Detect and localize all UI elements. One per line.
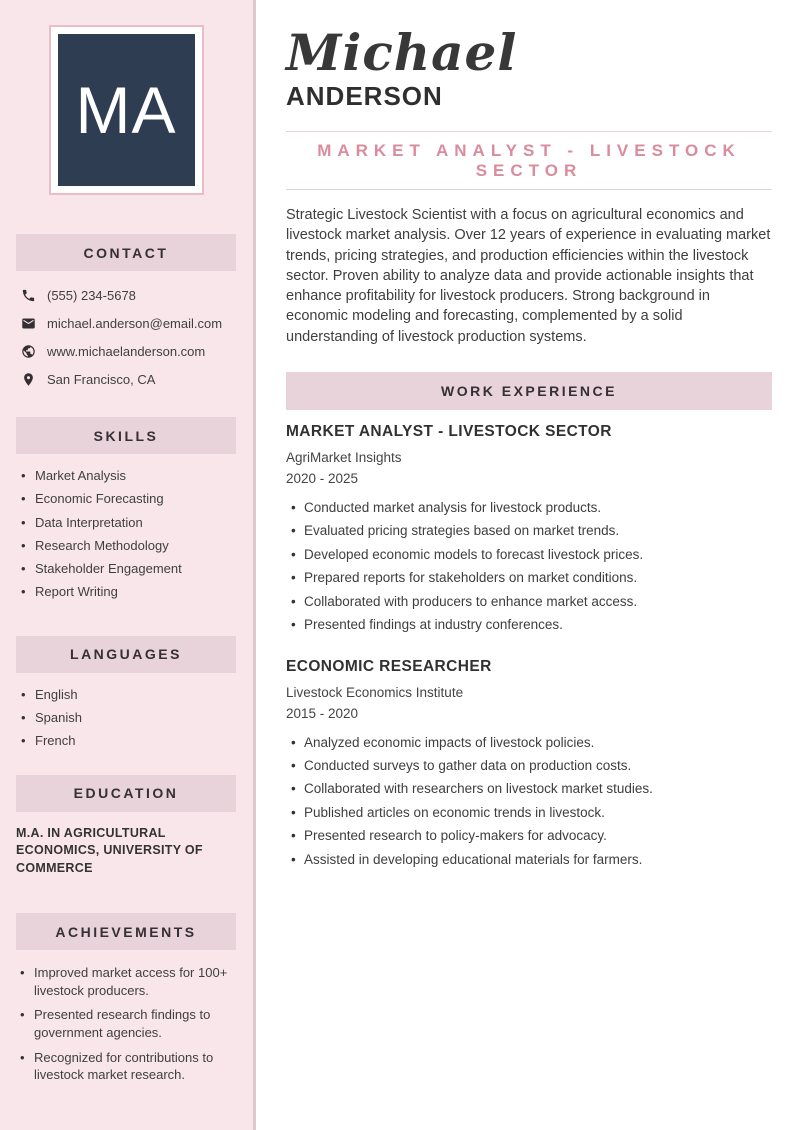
job-company: AgriMarket Insights	[286, 450, 402, 466]
job-dates: 2020 - 2025	[286, 471, 359, 487]
job-bullet: • Collaborated with researchers on livestock market studies.	[286, 777, 772, 800]
contact-list	[16, 281, 236, 393]
location-pin-icon	[21, 372, 36, 387]
skill-item: • Data Interpretation	[16, 511, 236, 534]
job-bullet: • Evaluated pricing strategies based on market trends.	[286, 519, 772, 542]
contact-location-text: San Francisco, CA	[47, 371, 156, 387]
work-experience-header: WORK EXPERIENCE	[286, 372, 772, 410]
avatar-frame	[49, 25, 204, 195]
language-item: • French	[16, 729, 236, 752]
globe-icon	[21, 344, 36, 359]
skill-item: • Market Analysis	[16, 464, 236, 487]
avatar: MA	[58, 34, 195, 186]
skills-section-header: SKILLS	[16, 417, 236, 454]
contact-item-phone	[16, 281, 236, 309]
sidebar	[0, 0, 256, 1130]
job-entry	[286, 658, 772, 871]
achievement-item: • Presented research findings to government agencies.	[16, 1006, 236, 1041]
contact-website-text: www.michaelanderson.com	[47, 343, 206, 359]
language-item: • Spanish	[16, 706, 236, 729]
job-bullet: • Presented research to policy-makers for advocacy.	[286, 824, 772, 847]
job-bullet-list	[286, 496, 772, 636]
skill-item: • Report Writing	[16, 580, 236, 603]
divider-bottom	[286, 189, 772, 190]
achievement-item: • Improved market access for 100+ livestock producers.	[16, 964, 236, 999]
contact-email-text: michael.anderson@email.com	[47, 315, 223, 331]
contact-phone-text: (555) 234-5678	[47, 287, 136, 303]
skill-item: • Stakeholder Engagement	[16, 557, 236, 580]
first-name: Michael	[286, 23, 518, 82]
skills-list	[16, 464, 236, 604]
contact-section-header: CONTACT	[16, 234, 236, 271]
job-bullet: • Analyzed economic impacts of livestock policies.	[286, 731, 772, 754]
summary-paragraph: Strategic Livestock Scientist with a focus on agricultural economics and livestock market analysis. Over 12 years of experience in evaluating market trends, pricing strategies, and production efficiencies within the livestock sector. Proven ability to analyze data and provide actionable insights that enhance profitability for livestock producers. Strong background in economic modeling and forecasting, complemented by a solid understanding of livestock production systems.	[286, 207, 771, 345]
job-entry	[286, 423, 772, 636]
job-bullet: • Presented findings at industry conferences.	[286, 613, 772, 636]
contact-item-email	[16, 309, 236, 337]
main-column	[259, 0, 800, 1130]
job-bullet-list	[286, 731, 772, 871]
achievements-section-header: ACHIEVEMENTS	[16, 913, 236, 950]
job-role: MARKET ANALYST - LIVESTOCK SECTOR	[286, 423, 612, 441]
contact-item-website	[16, 337, 236, 365]
job-bullet: • Conducted surveys to gather data on production costs.	[286, 754, 772, 777]
language-item: • English	[16, 683, 236, 706]
job-bullet: • Conducted market analysis for livestock products.	[286, 496, 772, 519]
phone-icon	[21, 288, 36, 303]
achievements-list	[16, 964, 236, 1084]
job-bullet: • Assisted in developing educational materials for farmers.	[286, 848, 772, 871]
job-bullet: • Published articles on economic trends in livestock.	[286, 801, 772, 824]
role-title: MARKET ANALYST - LIVESTOCK SECTOR	[317, 141, 741, 180]
job-bullet: • Prepared reports for stakeholders on market conditions.	[286, 566, 772, 589]
job-bullet: • Collaborated with producers to enhance market access.	[286, 590, 772, 613]
achievement-item: • Recognized for contributions to livestock market research.	[16, 1049, 236, 1084]
envelope-icon	[21, 316, 36, 331]
education-degree: M.A. IN AGRICULTURAL ECONOMICS, UNIVERSITY OF COMMERCE	[16, 825, 203, 875]
job-dates: 2015 - 2020	[286, 705, 359, 721]
skill-item: • Economic Forecasting	[16, 487, 236, 510]
languages-list	[16, 683, 236, 753]
languages-section-header: LANGUAGES	[16, 636, 236, 673]
job-bullet: • Developed economic models to forecast livestock prices.	[286, 543, 772, 566]
job-company: Livestock Economics Institute	[286, 684, 464, 700]
job-role: ECONOMIC RESEARCHER	[286, 657, 492, 675]
education-section-header: EDUCATION	[16, 775, 236, 812]
last-name: ANDERSON	[286, 81, 443, 111]
skill-item: • Research Methodology	[16, 534, 236, 557]
contact-item-location	[16, 365, 236, 393]
